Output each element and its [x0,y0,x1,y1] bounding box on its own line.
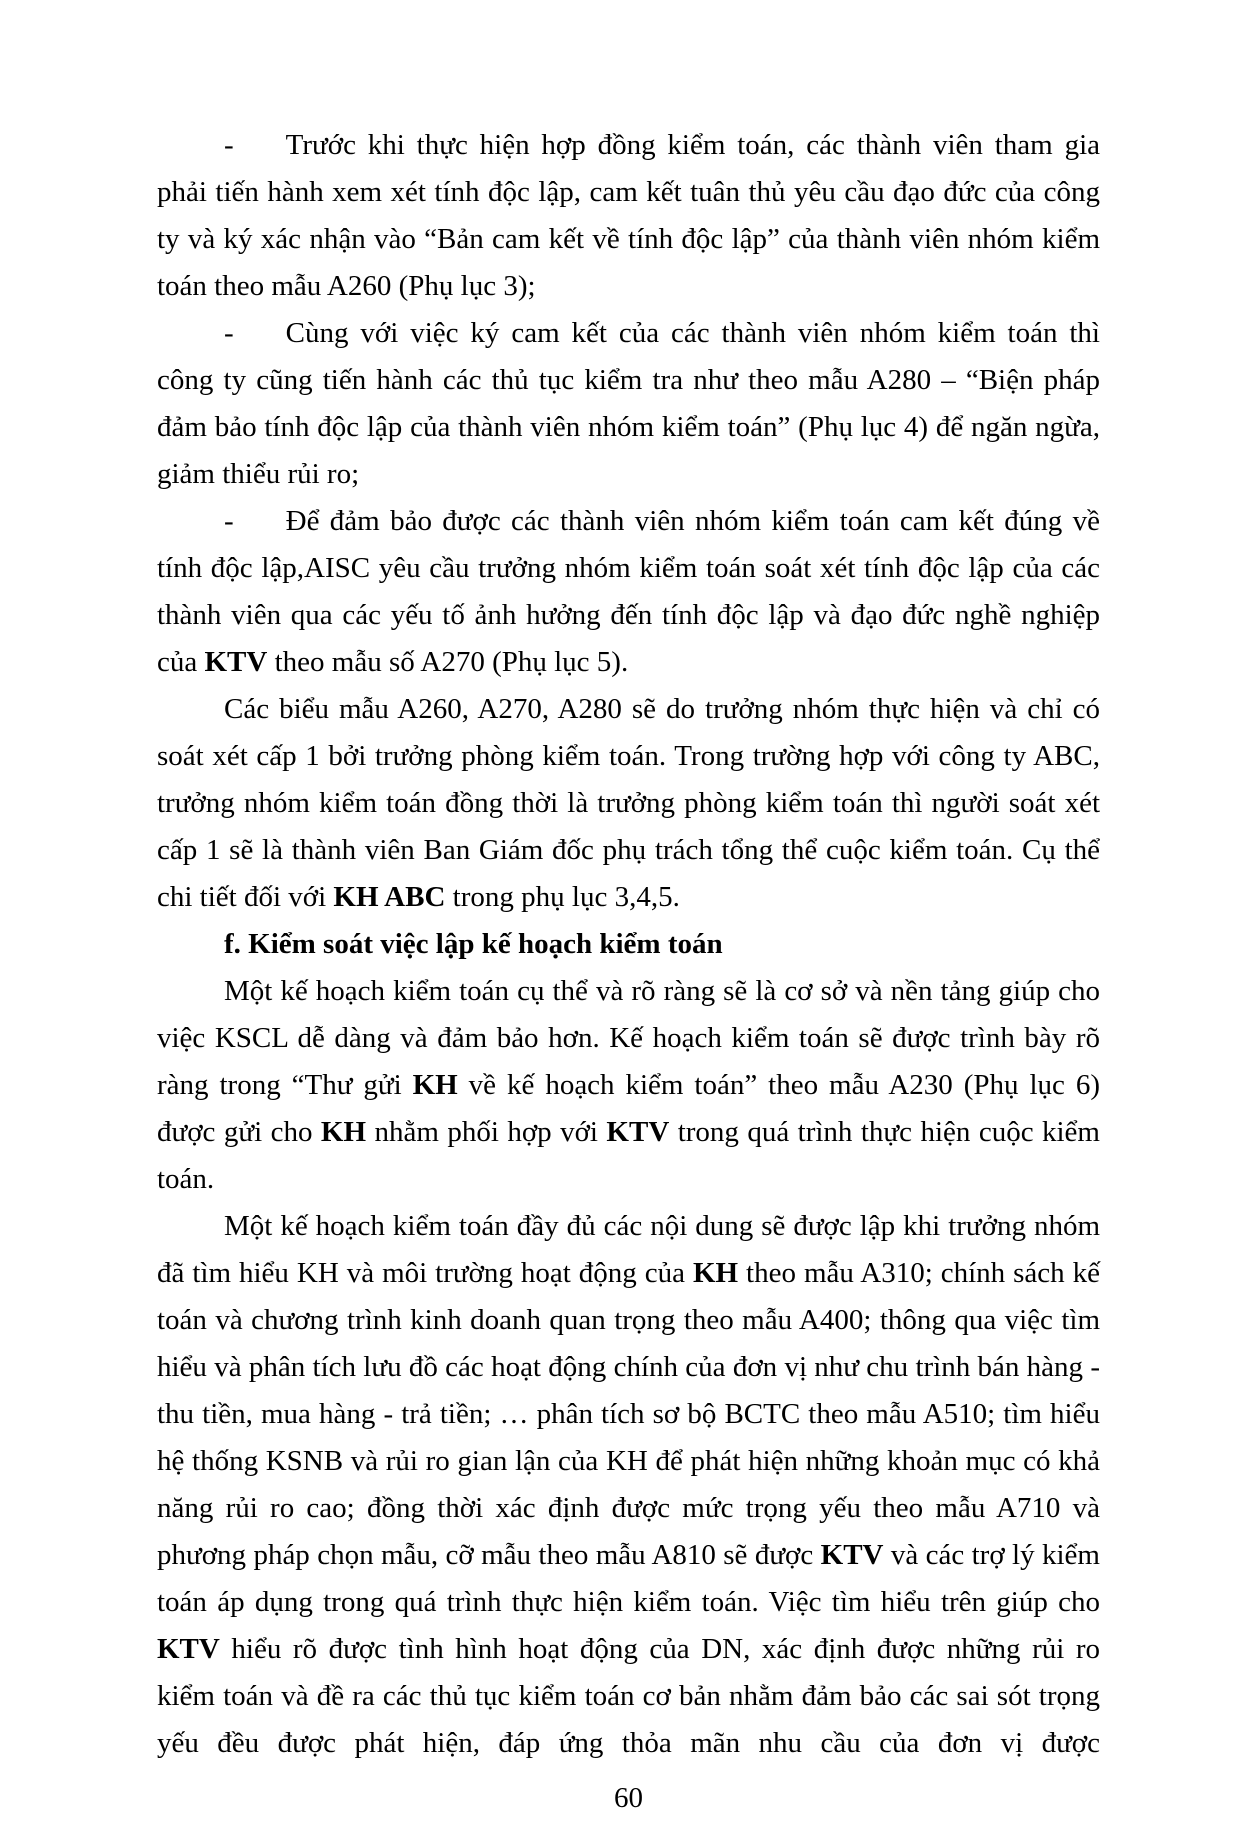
bullet-paragraph [157,122,1100,310]
bold-text-run: KH ABC [333,881,446,913]
text-run: và các trợ lý kiểm toán áp dụng trong quá trình thực hiện kiểm toán. Việc tìm hiểu trên giúp cho [157,1539,1100,1618]
text-run: hiểu rõ được tình hình hoạt động của DN, xác định được những rủi ro kiểm toán và đề ra các thủ tục kiểm toán cơ bản nhằm đảm bảo các sai sót trọng yếu đều được phát hiện, đáp ứng thỏa mãn nhu cầu của đơn vị được [157,1633,1100,1759]
text-run: Để đảm bảo được các thành viên nhóm kiểm toán cam kết đúng về tính độc lập,AISC yêu cầu trưởng nhóm kiểm toán soát xét tính độc lập của các thành viên qua các yếu tố ảnh hưởng đến tính độc lập và đạo đức nghề nghiệp của [157,505,1100,678]
text-run: nhằm phối hợp với [366,1116,607,1148]
bold-text-run: KTV [204,646,268,678]
page-number: 60 [614,1782,643,1814]
paragraph [157,968,1100,1203]
text-run: Một kế hoạch kiểm toán cụ thể và rõ ràng sẽ là cơ sở và nền tảng giúp cho việc KSCL dễ dàng và đảm bảo hơn. Kế hoạch kiểm toán sẽ được trình bày rõ ràng trong “Thư gửi [157,975,1100,1101]
text-run: về kế hoạch kiểm toán” theo mẫu A230 (Phụ lục 6) được gửi cho [157,1069,1100,1148]
text-run: Trước khi thực hiện hợp đồng kiểm toán, các thành viên tham gia phải tiến hành xem xét tính độc lập, cam kết tuân thủ yêu cầu đạo đức của công ty và ký xác nhận vào “Bản cam kết về tính độc lập” của thành viên nhóm kiểm toán theo mẫu A260 (Phụ lục 3); [157,129,1100,302]
bold-text-run: KTV [606,1116,670,1148]
paragraph [157,686,1100,921]
bold-text-run: KTV [820,1539,884,1571]
bold-text-run: KH [320,1116,367,1148]
bold-text-run: KH [412,1069,458,1101]
document-body [157,122,1100,1767]
bullet-paragraph [157,498,1100,686]
text-run: - [224,129,234,161]
text-run: theo mẫu A310; chính sách kế toán và chương trình kinh doanh quan trọng theo mẫu A400; thông qua việc tìm hiểu và phân tích lưu đồ các hoạt động chính của đơn vị như chu trình bán hàng - thu tiền, mua hàng - trả tiền; … phân tích sơ bộ BCTC theo mẫu A510; tìm hiểu hệ thống KSNB và rủi ro gian lận của KH để phát hiện những khoản mục có khả năng rủi ro cao; đồng thời xác định được mức trọng yếu theo mẫu A710 và phương pháp chọn mẫu, cỡ mẫu theo mẫu A810 sẽ được [157,1257,1100,1571]
paragraph [157,1203,1100,1767]
text-run: trong phụ lục 3,4,5. [445,881,680,913]
text-run: - [224,317,234,349]
text-run: Một kế hoạch kiểm toán đầy đủ các nội dung sẽ được lập khi trưởng nhóm đã tìm hiểu KH và môi trường hoạt động của [157,1210,1100,1289]
text-run: f. Kiểm soát việc lập kế hoạch kiểm toán [224,928,723,960]
text-run: theo mẫu số A270 (Phụ lục 5). [267,646,629,678]
bold-text-run: KH [692,1257,739,1289]
text-run: Các biểu mẫu A260, A270, A280 sẽ do trưởng nhóm thực hiện và chỉ có soát xét cấp 1 bởi trưởng phòng kiểm toán. Trong trường hợp với công ty ABC, trưởng nhóm kiểm toán đồng thời là trưởng phòng kiểm toán thì người soát xét cấp 1 sẽ là thành viên Ban Giám đốc phụ trách tổng thể cuộc kiểm toán. Cụ thể chi tiết đối với [157,693,1100,913]
section-heading [157,921,1100,968]
text-run: Cùng với việc ký cam kết của các thành viên nhóm kiểm toán thì công ty cũng tiến hành các thủ tục kiểm tra như theo mẫu A280 – “Biện pháp đảm bảo tính độc lập của thành viên nhóm kiểm toán” (Phụ lục 4) để ngăn ngừa, giảm thiểu rủi ro; [157,317,1100,490]
text-run: trong quá trình thực hiện cuộc kiểm toán. [157,1116,1100,1195]
bullet-paragraph [157,310,1100,498]
text-run: - [224,505,234,537]
bold-text-run: KTV [157,1633,220,1665]
